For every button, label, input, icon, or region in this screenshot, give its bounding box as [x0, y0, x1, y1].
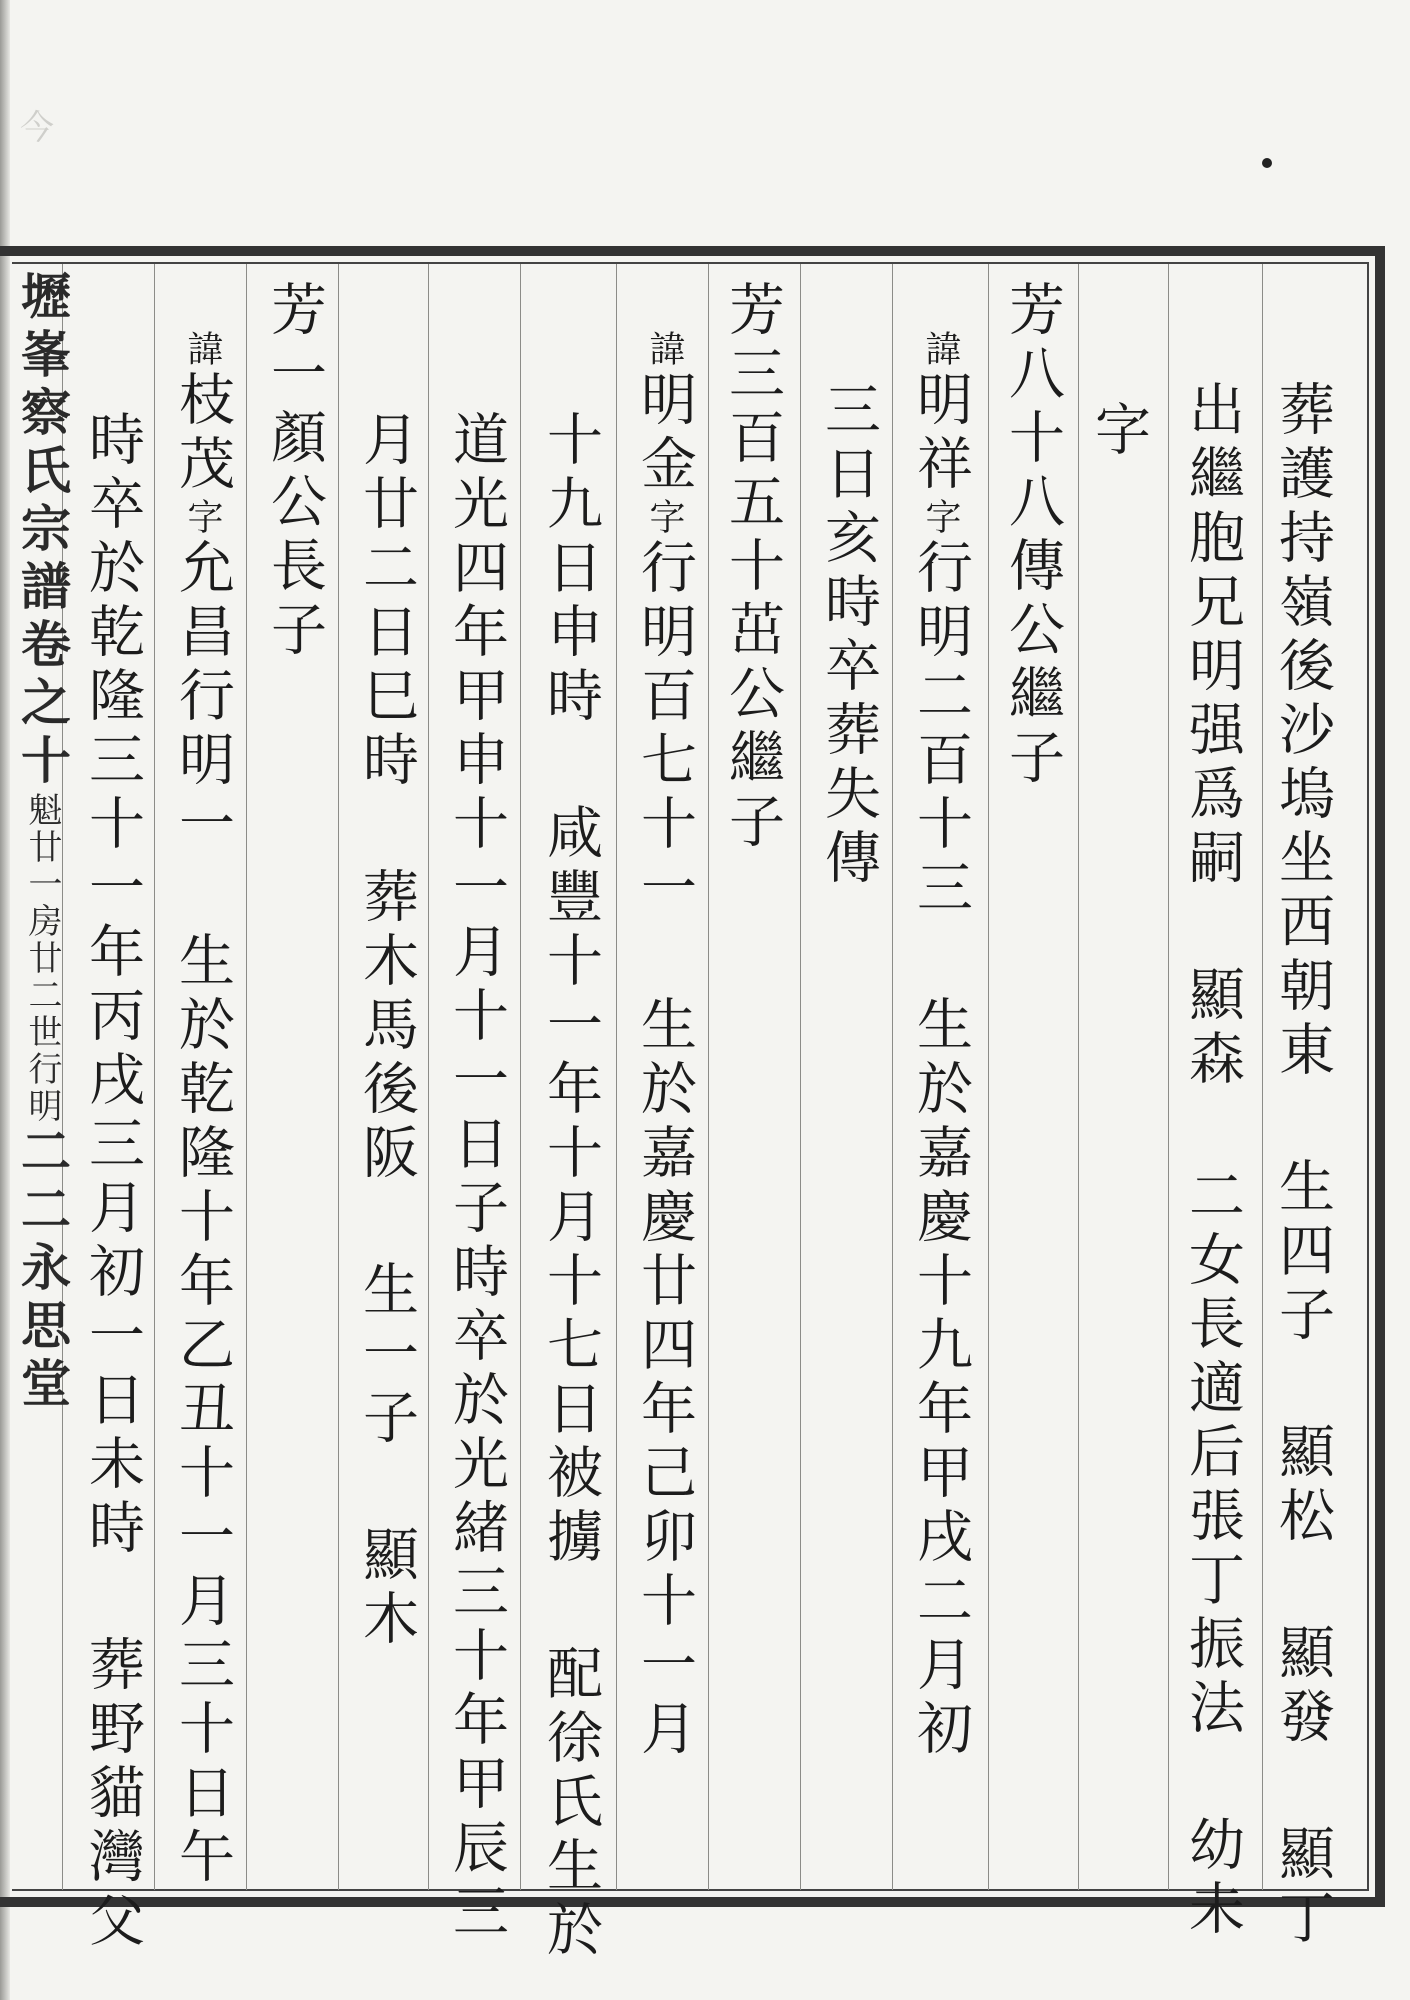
- text-column-4: 芳八十八傳公繼子: [1000, 280, 1065, 792]
- text-column-11: 月廿二日巳時 葬木馬後阪 生一子 顯木: [354, 410, 419, 1653]
- style-name-label: 字: [182, 498, 223, 538]
- text-column-14: 時卒於乾隆三十一年丙戌三月初一日未時 葬野貓灣父: [80, 410, 145, 1955]
- text-column-10: 道光四年甲申十一月十一日子時卒於光緒三十年甲辰三: [444, 410, 509, 1946]
- text-column-3: 字: [1086, 400, 1151, 464]
- column-rule: [520, 264, 521, 1890]
- column-rule: [708, 264, 709, 1890]
- column-rule: [154, 264, 155, 1890]
- style-name-label: 字: [644, 498, 685, 538]
- text-column-2: 出繼胞兄明强爲嗣 顯森 二女長適后張丁振法 幼未: [1180, 380, 1245, 1943]
- column-rule: [800, 264, 801, 1890]
- volume-number: 卷之十: [13, 618, 72, 792]
- text-column-7: 芳三百五十茁公繼子: [720, 280, 785, 856]
- taboo-name-label: 諱: [644, 330, 685, 370]
- column-rule: [988, 264, 989, 1890]
- text-column-9: 十九日申時 咸豐十一年十月十七日被擄 配徐氏生於: [538, 410, 603, 1964]
- column-rule: [1168, 264, 1169, 1890]
- text-column-8: [632, 330, 697, 1763]
- text-column-1: 葬護持嶺後沙塢坐西朝東 生四子 顯松 顯發 顯丁: [1270, 380, 1335, 1952]
- column-rule: [1262, 264, 1263, 1890]
- entry-detail: 允昌行明一 生於乾隆十年乙丑十一月三十日午: [170, 538, 235, 1891]
- taboo-name-label: 諱: [182, 330, 223, 370]
- entry-detail: 行明百七十一 生於嘉慶廿四年己卯十一月: [632, 538, 697, 1763]
- bleed-through-glyph: 今: [20, 108, 54, 148]
- column-rule: [616, 264, 617, 1890]
- text-column-6: 三日亥時卒葬失傳: [816, 380, 881, 892]
- column-rule: [1078, 264, 1079, 1890]
- given-name: 枝茂: [170, 370, 235, 498]
- given-name: 明金: [632, 370, 697, 498]
- text-column-12: 芳一顏公長子: [262, 280, 327, 664]
- hall-name: 永思堂: [13, 1241, 72, 1415]
- ink-dot: [1262, 158, 1272, 168]
- text-column-13: [170, 330, 235, 1891]
- column-rule: [428, 264, 429, 1890]
- branch-generation: 魁廿一房廿二世行明: [22, 792, 62, 1125]
- column-rule: [892, 264, 893, 1890]
- genealogy-title: 壢峯察氏宗譜: [13, 270, 72, 618]
- column-rule: [338, 264, 339, 1890]
- margin-title: [6, 270, 78, 1415]
- page-number: 二二: [13, 1125, 72, 1241]
- style-name-label: 字: [920, 498, 961, 538]
- text-column-5: [908, 330, 973, 1763]
- column-rule: [246, 264, 247, 1890]
- taboo-name-label: 諱: [920, 330, 961, 370]
- entry-detail: 行明二百十三 生於嘉慶十九年甲戌二月初: [908, 538, 973, 1763]
- given-name: 明祥: [908, 370, 973, 498]
